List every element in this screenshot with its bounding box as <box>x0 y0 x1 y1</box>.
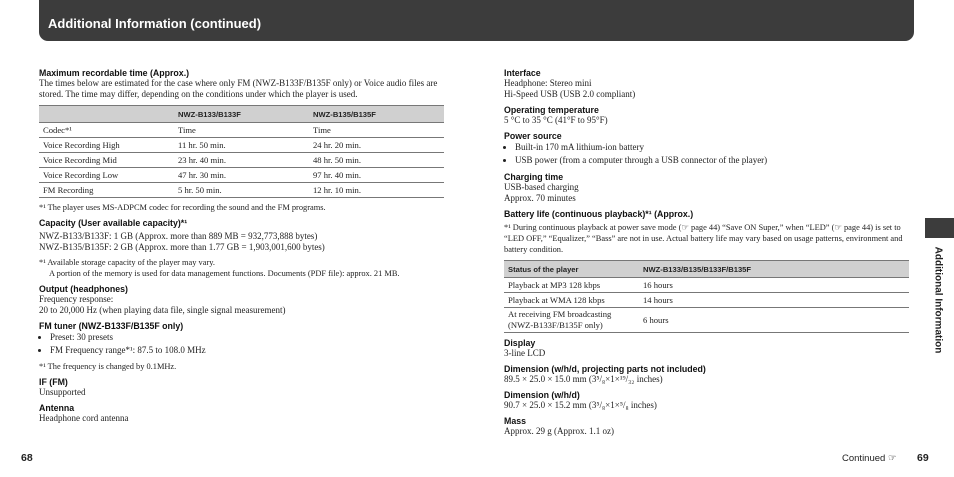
table-row <box>504 293 909 308</box>
rec-time-heading: Maximum recordable time (Approx.) <box>39 68 190 78</box>
col-header: NWZ-B135/B135F <box>309 106 444 123</box>
mass-heading: Mass <box>504 416 527 426</box>
table-cell: 6 hours <box>639 308 909 333</box>
dimension-heading: Dimension (w/h/d) <box>504 390 580 400</box>
table-cell: 5 hr. 50 min. <box>174 183 309 198</box>
power-list <box>504 141 909 167</box>
table-cell: Playback at MP3 128 kbps <box>504 278 639 293</box>
table-cell: FM Recording <box>39 183 174 198</box>
display-section <box>504 338 909 359</box>
table-header-row <box>39 106 444 123</box>
page-number-right: 69 <box>917 452 929 464</box>
output-heading: Output (headphones) <box>39 284 128 294</box>
page-title: Additional Information (continued) <box>48 16 262 31</box>
side-section-label: Additional Information <box>932 246 944 354</box>
page-number-left: 68 <box>21 452 33 464</box>
table-cell: Voice Recording Low <box>39 168 174 183</box>
battery-section <box>504 209 909 333</box>
fm-heading: FM tuner (NWZ-B133F/B135F only) <box>39 321 184 331</box>
table-cell: 14 hours <box>639 293 909 308</box>
power-section <box>504 131 909 167</box>
capacity-note-detail: A portion of the memory is used for data management functions. Documents (PDF file): approx. 21 MB. <box>49 269 400 278</box>
battery-table <box>504 260 909 333</box>
table-cell: 97 hr. 40 min. <box>309 168 444 183</box>
dimension-projecting-section <box>504 364 909 385</box>
table-cell: At receiving FM broadcasting (NWZ-B133F/B135F only) <box>504 308 639 333</box>
table-row <box>39 153 444 168</box>
table-cell: Voice Recording Mid <box>39 153 174 168</box>
table-cell: 47 hr. 30 min. <box>174 168 309 183</box>
col-header: NWZ-B133/B133F <box>174 106 309 123</box>
dimension-projecting-value: 89.5 × 25.0 × 15.0 mm (3⁵/₈×1×¹⁹/₃₂ inches) <box>504 374 663 384</box>
right-column <box>504 68 909 437</box>
fm-section <box>39 321 444 372</box>
side-tab-marker <box>925 218 954 238</box>
temp-section <box>504 105 909 126</box>
charging-section <box>504 172 909 204</box>
rec-time-desc: The times below are estimated for the case where only FM (NWZ-B133F/B135F only) or Voice audio files are stored. The time may differ, depending on the conditions under which the player is used. <box>39 78 438 99</box>
list-item: • FM Frequency range*¹: 87.5 to 108.0 MHz <box>50 344 444 357</box>
table-cell: Playback at WMA 128 kbps <box>504 293 639 308</box>
output-line: Frequency response: <box>39 294 114 304</box>
if-heading: IF (FM) <box>39 377 68 387</box>
capacity-line: NWZ-B135/B135F: 2 GB (Approx. more than 1.77 GB = 1,903,001,600 bytes) <box>39 242 325 252</box>
list-item: • Built-in 170 mA lithium-ion battery <box>515 141 909 154</box>
table-row <box>39 138 444 153</box>
if-value: Unsupported <box>39 387 86 397</box>
table-cell: 23 hr. 40 min. <box>174 153 309 168</box>
interface-heading: Interface <box>504 68 541 78</box>
table-header-row <box>504 261 909 278</box>
charging-heading: Charging time <box>504 172 564 182</box>
mass-section <box>504 416 909 437</box>
table-cell: 11 hr. 50 min. <box>174 138 309 153</box>
dimension-value: 90.7 × 25.0 × 15.2 mm (3⁵/₈×1×⁵/₈ inches) <box>504 400 657 410</box>
display-value: 3-line LCD <box>504 348 546 358</box>
col-header: Status of the player <box>504 261 639 278</box>
rec-time-table <box>39 105 444 198</box>
table-cell: Time <box>174 123 309 138</box>
table-row <box>504 308 909 333</box>
antenna-heading: Antenna <box>39 403 75 413</box>
dimension-section <box>504 390 909 411</box>
capacity-section <box>39 218 444 279</box>
table-row <box>39 123 444 138</box>
table-cell: 16 hours <box>639 278 909 293</box>
fm-list <box>39 331 444 357</box>
charging-line: USB-based charging <box>504 182 579 192</box>
if-section <box>39 377 444 398</box>
fm-note: *¹ The frequency is changed by 0.1MHz. <box>39 362 177 371</box>
table-cell: 24 hr. 20 min. <box>309 138 444 153</box>
continued-label: Continued ☞ <box>842 453 897 464</box>
mass-value: Approx. 29 g (Approx. 1.1 oz) <box>504 426 614 436</box>
charging-line: Approx. 70 minutes <box>504 193 576 203</box>
capacity-heading: Capacity (User available capacity)*¹ <box>39 218 188 228</box>
table-cell: 12 hr. 10 min. <box>309 183 444 198</box>
power-heading: Power source <box>504 131 562 141</box>
left-column <box>39 68 444 424</box>
temp-heading: Operating temperature <box>504 105 599 115</box>
list-item: • USB power (from a computer through a USB connector of the player) <box>515 154 909 167</box>
interface-line: Headphone: Stereo mini <box>504 78 592 88</box>
battery-heading: Battery life (continuous playback)*¹ (Approx.) <box>504 209 694 219</box>
interface-line: Hi-Speed USB (USB 2.0 compliant) <box>504 89 636 99</box>
output-line: 20 to 20,000 Hz (when playing data file, single signal measurement) <box>39 305 286 315</box>
table-cell: Codec*¹ <box>39 123 174 138</box>
table-cell: Voice Recording High <box>39 138 174 153</box>
dimension-projecting-heading: Dimension (w/h/d, projecting parts not included) <box>504 364 706 374</box>
temp-value: 5 °C to 35 °C (41°F to 95°F) <box>504 115 608 125</box>
table-row <box>504 278 909 293</box>
antenna-value: Headphone cord antenna <box>39 413 129 423</box>
list-item: • Preset: 30 presets <box>50 331 444 344</box>
output-section <box>39 284 444 316</box>
display-heading: Display <box>504 338 536 348</box>
table-row <box>39 183 444 198</box>
col-header <box>39 106 174 123</box>
table-cell: Time <box>309 123 444 138</box>
battery-note: *¹ During continuous playback at power save mode (☞ page 44) “Save ON Super,” when “LED” (☞ page 44) is set to “LED OFF,” “Equalizer,” “Bass” are not in use. Actual battery life may vary based on usage patterns, environment and battery condition. <box>504 223 903 254</box>
page-header <box>39 0 914 41</box>
rec-time-note: *¹ The player uses MS-ADPCM codec for recording the sound and the FM programs. <box>39 203 326 212</box>
antenna-section <box>39 403 444 424</box>
col-header: NWZ-B133/B135/B133F/B135F <box>639 261 909 278</box>
capacity-note: *¹ Available storage capacity of the player may vary. <box>39 258 215 267</box>
table-cell: 48 hr. 50 min. <box>309 153 444 168</box>
table-row <box>39 168 444 183</box>
capacity-line: NWZ-B133/B133F: 1 GB (Approx. more than 889 MB = 932,773,888 bytes) <box>39 231 318 241</box>
